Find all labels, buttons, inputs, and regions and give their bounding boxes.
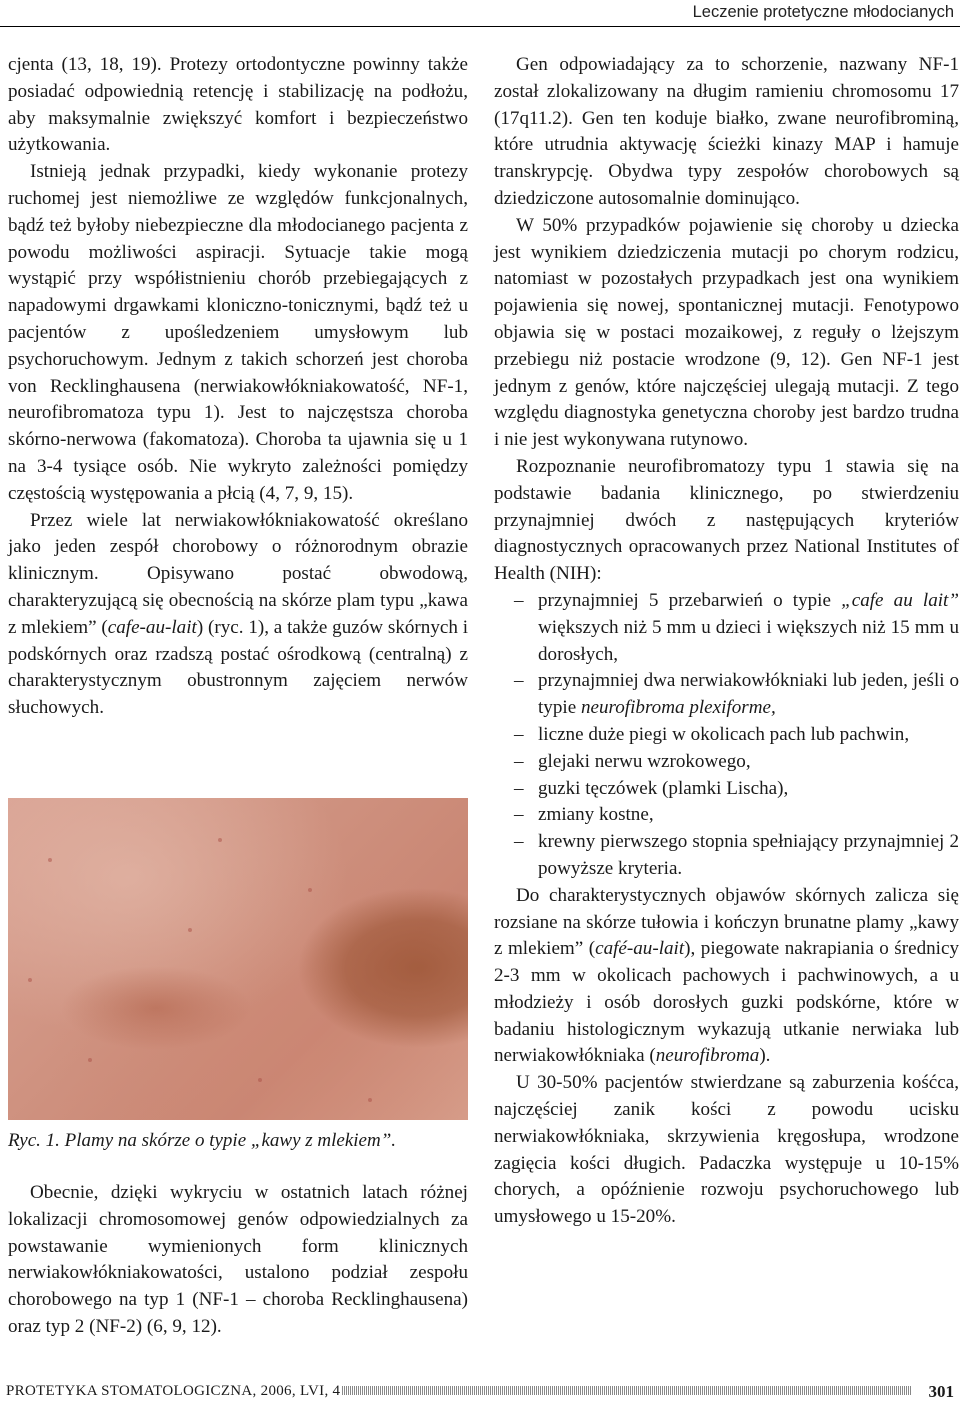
page-number: 301 <box>928 1382 954 1401</box>
list-item: – glejaki nerwu wzrokowego, <box>514 750 751 772</box>
paragraph: Rozpoznanie neurofibromatozy typu 1 stawia się na podstawie badania klinicznego, po stwierdzeniu przynajmniej dwóch z następujących kryteriów diagnostycznych opracowanych przez National Institutes of Health (NIH): <box>494 455 959 585</box>
list-item: – przynajmniej dwa nerwiakowłókniaki lub jeden, jeśli o typie neurofibroma plexiforme, <box>514 670 959 719</box>
paragraph: Obecnie, dzięki wykryciu w ostatnich latach różnej lokalizacji chromosomowej genów odpowiedzialnych za powstawanie wymienionych form klinicznych nerwiakowłókniakowatości, ustalono podział zespołu chorobowego na typ 1 (NF-1 – choroba Recklinghausena) oraz typ 2 (NF-2) (6, 9, 12). <box>8 1182 468 1337</box>
paragraph: W 50% przypadków pojawienie się choroby u dziecka jest wynikiem dziedziczenia mutacji po chorym rodzicu, natomiast w pozostałych przypadkach jest ona wynikiem pojawienia się nowej, spontanicznej mutacji. Fenotypowo objawia się w postaci mozaikowej, z reguły o lżejszym przebiegu niż postacie wrodzone (9, 12). Gen NF-1 jest jednym z genów, które najczęściej ulegają mutacji. Z tego względu diagnostyka genetyczna choroby jest bardzo trudna i nie jest wykonywana rutynowo. <box>494 214 959 451</box>
paragraph: Przez wiele lat nerwiakowłókniakowatość określano jako jeden zespół chorobowy o różnorodnym obrazie klinicznym. Opisywano postać obwodową, charakteryzującą się obecnością na skórze plam typu „kawa z mlekiem” (cafe-au-lait) (ryc. 1), a także guzów skórnych i podskórnych oraz rzadszą postać ośrodkową (centralną) z charakterystycznym obustronnym zajęciem nerwów słuchowych. <box>8 509 469 719</box>
right-column <box>494 52 959 1231</box>
running-header <box>0 0 960 27</box>
page-footer <box>0 1382 960 1401</box>
list-item: – zmiany kostne, <box>514 804 654 826</box>
left-column <box>8 52 468 722</box>
figure-skin-photo <box>8 798 468 1120</box>
left-column-bottom <box>8 1180 468 1341</box>
paragraph: U 30-50% pacjentów stwierdzane są zaburzenia kośćca, najczęściej zanik kości z powodu ucisku nerwiakowłókniaka, skrzywienia kręgosłupa, wrodzone zagięcia kości długich. Padaczka występuje u 10-15% chorych, a opóźnienie rozwoju psychoruchowego lub umysłowego u 15-20%. <box>494 1072 959 1228</box>
paragraph: Istnieją jednak przypadki, kiedy wykonanie protezy ruchomej jest niemożliwe ze względów funkcjonalnych, bądź też byłoby niebezpieczne dla młodocianego pacjenta z powodu możliwości aspiracji. Sytuacje takie mogą wystąpić przy współistnieniu chorób przebiegających z napadowymi drgawkami kloniczno-tonicznymi, bądź też u pacjentów z upośledzeniem umysłowym lub psychoruchowym. Jednym z takich schorzeń jest choroba von Recklinghausena (nerwiakowłókniakowatość, NF-1, neurofibromatoza typu 1). Jest to najczęstsza choroba skórno-nerwowa (fakomatoza). Choroba ta ujawnia się u 1 na 3-4 tysiące osób. Nie wykryto zależności pomiędzy częstością występowania a płcią (4, 7, 9, 15). <box>8 161 468 504</box>
paragraph: cjenta (13, 18, 19). Protezy ortodontyczne powinny także posiadać odpowiednią retencję i stabilizację na podłożu, aby maksymalnie zwiększyć komfort i bezpieczeństwo użytkowania. <box>8 54 468 156</box>
list-item: – krewny pierwszego stopnia spełniający przynajmniej 2 powyższe kryteria. <box>514 831 959 879</box>
footer-rule <box>342 1386 912 1395</box>
paragraph: Do charakterystycznych objawów skórnych zalicza się rozsiane na skórze tułowia i kończyn brunatne plamy „kawy z mlekiem” (café-au-lait), piegowate nakrapiania o średnicy 2-3 mm w okolicach pachowych i pachwinowych, a u młodzieży i osób dorosłych guzki podskórne, które w badaniu histologicznym wykazują utkanie nerwiaka lub nerwiakowłókniaka (neurofibroma). <box>494 884 959 1067</box>
criteria-list <box>494 588 959 883</box>
running-title: Leczenie protetyczne młodocianych <box>692 3 954 21</box>
list-item: – przynajmniej 5 przebarwień o typie „cafe au lait” większych niż 5 mm u dzieci i większych niż 15 mm u dorosłych, <box>514 589 959 665</box>
figure-caption: Ryc. 1. Plamy na skórze o typie „kawy z mlekiem”. <box>8 1130 397 1151</box>
list-item: – guzki tęczówek (plamki Lischa), <box>514 777 789 799</box>
list-item: – liczne duże piegi w okolicach pach lub pachwin, <box>514 723 910 745</box>
journal-name: PROTETYKA STOMATOLOGICZNA, 2006, LVI, 4 <box>6 1383 341 1399</box>
paragraph: Gen odpowiadający za to schorzenie, nazwany NF-1 został zlokalizowany na długim ramieniu chromosomu 17 (17q11.2). Gen ten koduje białko, zwane neurofibrominą, które utrudnia aktywację ścieżki kinazy MAP i hamuje transkrypcję. Obydwa typy zespołów chorobowych są dziedziczone autosomalnie dominująco. <box>494 54 959 209</box>
